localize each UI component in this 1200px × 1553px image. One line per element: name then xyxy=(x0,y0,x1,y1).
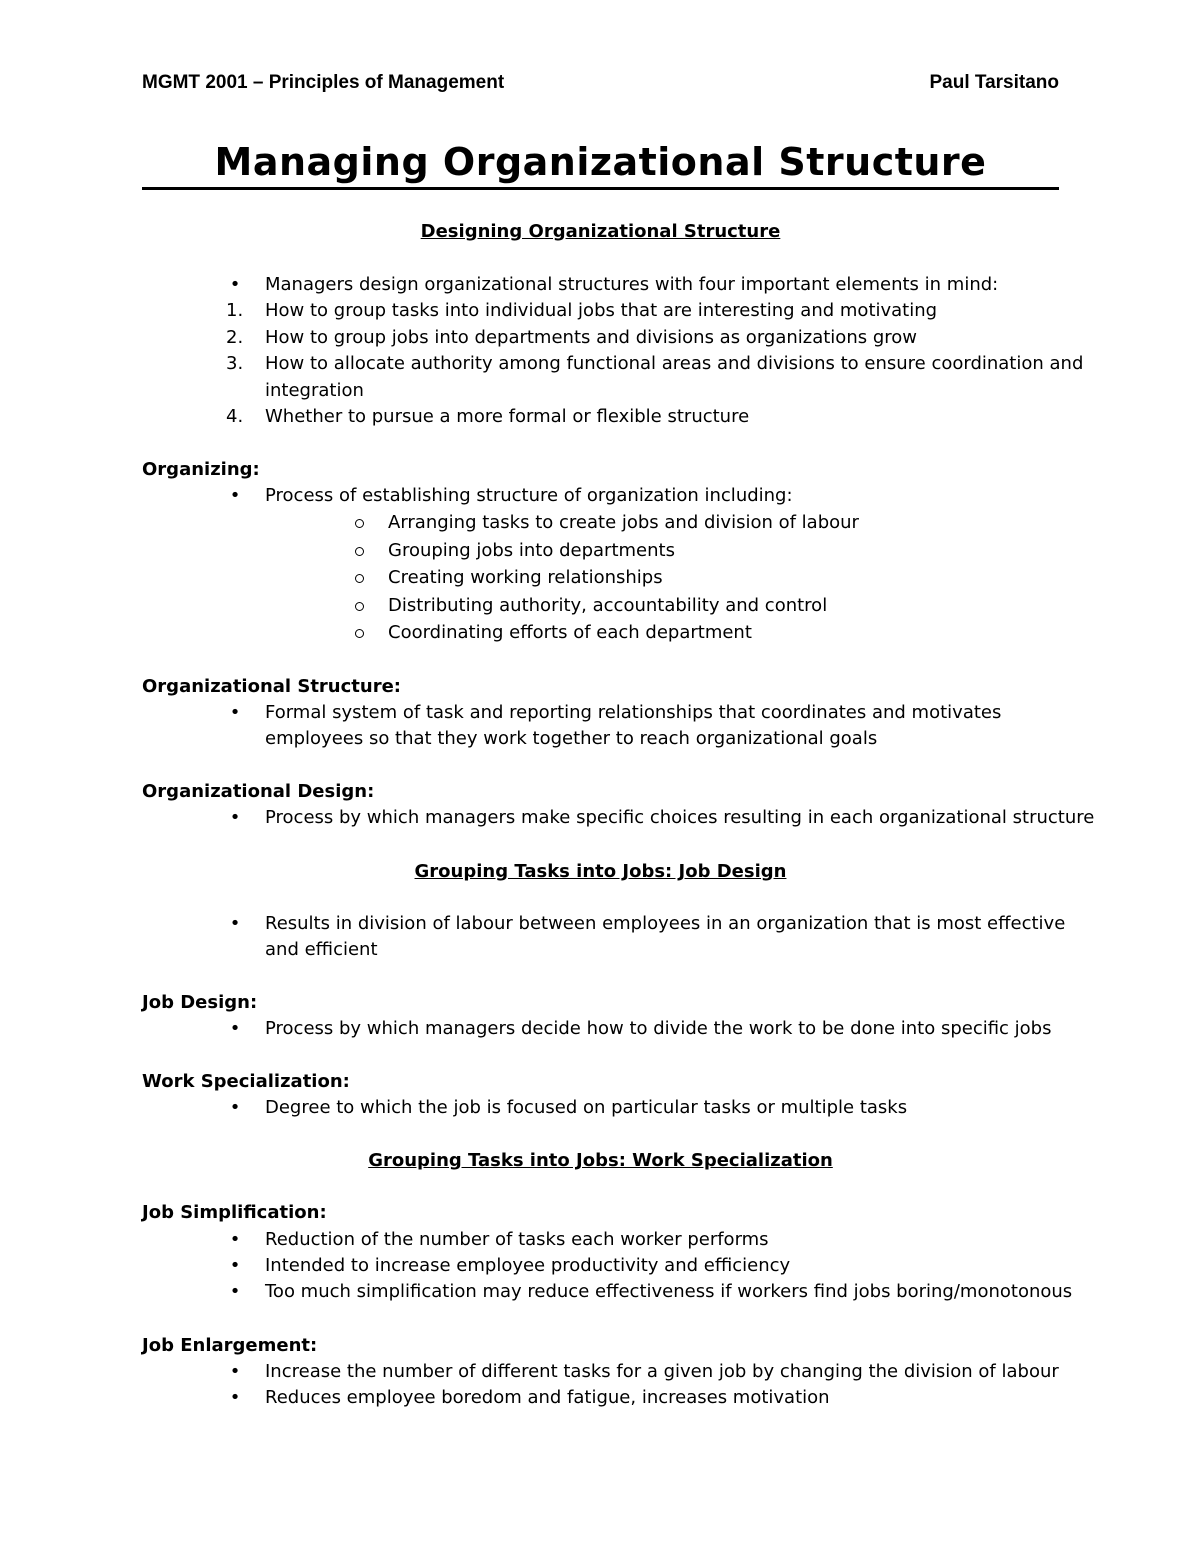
list-item-continuation: integration xyxy=(265,380,364,401)
bullet-icon: • xyxy=(229,1387,241,1408)
bullet-icon: • xyxy=(229,1018,241,1039)
job-simplification-bullet: Too much simplification may reduce effectiveness if workers find jobs boring/monotonous xyxy=(265,1281,1073,1302)
designing-intro: Managers design organizational structures with four important elements in mind: xyxy=(265,274,999,295)
list-item: How to allocate authority among functional areas and divisions to ensure coordination and xyxy=(265,353,1084,374)
bullet-icon: • xyxy=(229,702,241,723)
sub-list-item: Creating working relationships xyxy=(388,567,663,588)
organizing-bullet: Process of establishing structure of organization including: xyxy=(265,485,793,506)
circle-bullet-icon xyxy=(353,565,367,591)
list-number: 4. xyxy=(226,406,244,427)
label-work-specialization: Work Specialization: xyxy=(142,1071,350,1092)
section-heading-designing: Designing Organizational Structure xyxy=(420,221,781,242)
bullet-icon: • xyxy=(229,807,241,828)
label-job-simplification: Job Simplification: xyxy=(142,1202,327,1223)
label-org-structure: Organizational Structure: xyxy=(142,676,401,697)
sub-list-item: Coordinating efforts of each department xyxy=(388,622,752,643)
org-design-bullet: Process by which managers make specific choices resulting in each organizational structure xyxy=(265,807,1095,828)
list-item: How to group tasks into individual jobs that are interesting and motivating xyxy=(265,300,938,321)
bullet-icon: • xyxy=(229,485,241,506)
bullet-icon: • xyxy=(229,1229,241,1250)
label-job-design: Job Design: xyxy=(142,992,258,1013)
job-simplification-bullet: Intended to increase employee productivity and efficiency xyxy=(265,1255,791,1276)
circle-bullet-icon xyxy=(353,593,367,619)
bullet-icon: • xyxy=(229,1255,241,1276)
org-structure-bullet-cont: employees so that they work together to reach organizational goals xyxy=(265,728,878,749)
bullet-icon: • xyxy=(229,1281,241,1302)
work-specialization-bullet: Degree to which the job is focused on particular tasks or multiple tasks xyxy=(265,1097,908,1118)
label-org-design: Organizational Design: xyxy=(142,781,375,802)
job-design-results-bullet: Results in division of labour between employees in an organization that is most effective xyxy=(265,913,1066,934)
course-header: MGMT 2001 – Principles of Management xyxy=(142,72,505,93)
circle-bullet-icon xyxy=(353,620,367,646)
bullet-icon: • xyxy=(229,1361,241,1382)
list-item: How to group jobs into departments and divisions as organizations grow xyxy=(265,327,917,348)
job-design-bullet: Process by which managers decide how to divide the work to be done into specific jobs xyxy=(265,1018,1052,1039)
list-number: 3. xyxy=(226,353,244,374)
bullet-icon: • xyxy=(229,1097,241,1118)
job-simplification-bullet: Reduction of the number of tasks each worker performs xyxy=(265,1229,769,1250)
list-number: 1. xyxy=(226,300,244,321)
sub-list-item: Distributing authority, accountability and control xyxy=(388,595,828,616)
job-enlargement-bullet: Increase the number of different tasks for a given job by changing the division of labour xyxy=(265,1361,1059,1382)
bullet-icon: • xyxy=(229,274,241,295)
circle-bullet-icon xyxy=(353,538,367,564)
sub-list-item: Arranging tasks to create jobs and division of labour xyxy=(388,512,859,533)
list-item: Whether to pursue a more formal or flexible structure xyxy=(265,406,750,427)
list-number: 2. xyxy=(226,327,244,348)
label-organizing: Organizing: xyxy=(142,459,260,480)
title-underline xyxy=(142,187,1059,190)
label-job-enlargement: Job Enlargement: xyxy=(142,1335,318,1356)
job-design-results-bullet-cont: and efficient xyxy=(265,939,378,960)
author-header: Paul Tarsitano xyxy=(929,72,1059,93)
section-heading-work-specialization: Grouping Tasks into Jobs: Work Specialization xyxy=(368,1150,833,1171)
page-title: Managing Organizational Structure xyxy=(214,140,987,184)
job-enlargement-bullet: Reduces employee boredom and fatigue, increases motivation xyxy=(265,1387,830,1408)
section-heading-job-design: Grouping Tasks into Jobs: Job Design xyxy=(414,861,787,882)
bullet-icon: • xyxy=(229,913,241,934)
org-structure-bullet: Formal system of task and reporting relationships that coordinates and motivates xyxy=(265,702,1002,723)
circle-bullet-icon xyxy=(353,510,367,536)
sub-list-item: Grouping jobs into departments xyxy=(388,540,675,561)
